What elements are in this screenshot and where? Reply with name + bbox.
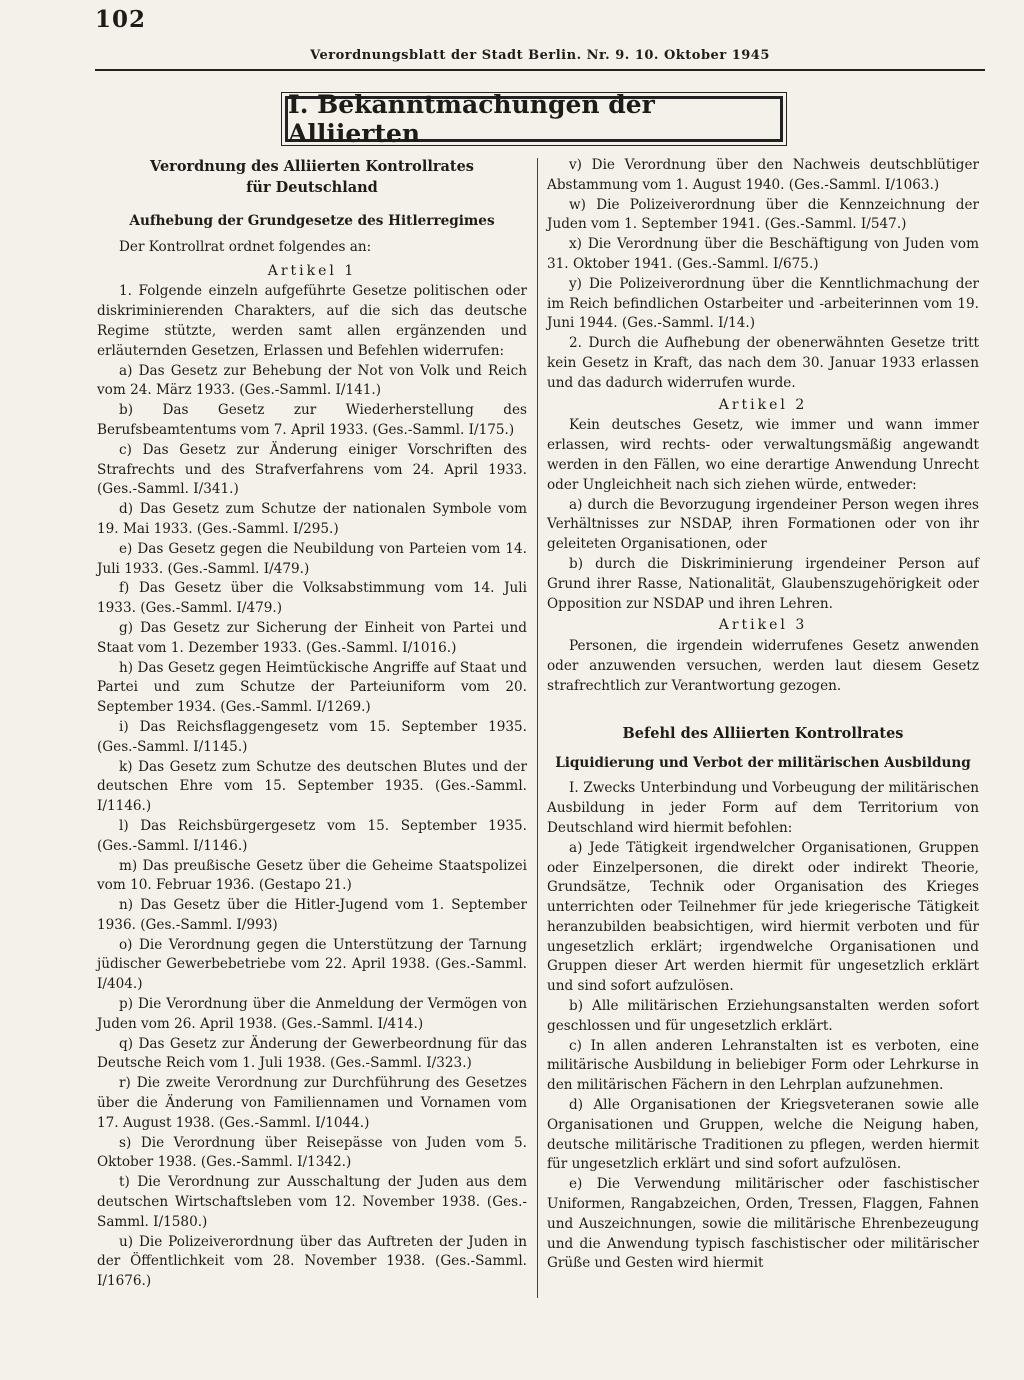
article-heading: Artikel 1 [267, 262, 357, 279]
paragraph: g) Das Gesetz zur Sicherung der Einheit von Partei und Staat vom 1. Dezember 1933. (Ges.-Samml. I/1016.) [97, 619, 527, 656]
paragraph: b) Das Gesetz zur Wiederherstellung des Berufsbeamtentums vom 7. April 1933. (Ges.-Samml. I/175.) [97, 402, 527, 438]
paragraph: r) Die zweite Verordnung zur Durchführung des Gesetzes über die Änderung von Familiennamen und Vornamen vom 17. August 1938. (Ges.-Samml. I/1044.) [97, 1075, 527, 1131]
paragraph: y) Die Polizeiverordnung über die Kenntlichmachung der im Reich befindlichen Ostarbeiter und -arbeiterinnen vom 19. Juni 1944. (Ges.-Samml. I/14.) [547, 275, 979, 332]
page-number: 102 [95, 6, 147, 33]
ordinance-title-line: für Deutschland [246, 179, 378, 196]
paragraph: 1. Folgende einzeln aufgeführte Gesetze politischen oder diskriminierenden Charakters, auf die sich das deutsche Regime stützte, werden samt allen ergänzenden und erläuternden Gesetzen, Erlassen und Befehlen widerrufen: [97, 283, 527, 359]
paragraph: i) Das Reichsflaggengesetz vom 15. September 1935. (Ges.-Samml. I/1145.) [97, 718, 527, 755]
paragraph: d) Das Gesetz zum Schutze der nationalen Symbole vom 19. Mai 1933. (Ges.-Samml. I/295.) [97, 501, 527, 537]
paragraph: a) Jede Tätigkeit irgendwelcher Organisationen, Gruppen oder Einzelpersonen, die direkt oder indirekt Theorie, Grundsätze, Technik oder Organisation des Krieges unterrichten oder Teilnehmer für jede kriegerische Tätigkeit heranzubilden beabsichtigen, wird hiermit verboten und für ungesetzlich erklärt; irgendwelche Organisationen und Gruppen dieser Art werden hiermit für ungesetzlich erklärt und sind sofort aufzulösen. [547, 839, 979, 995]
paragraph: k) Das Gesetz zum Schutze des deutschen Blutes und der deutschen Ehre vom 15. September 1935. (Ges.-Samml. I/1146.) [97, 758, 527, 815]
paragraph: f) Das Gesetz über die Volksabstimmung vom 14. Juli 1933. (Ges.-Samml. I/479.) [97, 580, 527, 617]
paragraph: h) Das Gesetz gegen Heimtückische Angriffe auf Staat und Partei und zum Schutze der Parteiuniform vom 20. September 1934. (Ges.-Samml. I/1269.) [97, 659, 527, 716]
right-column [547, 156, 979, 1274]
paragraph: w) Die Polizeiverordnung über die Kennzeichnung der Juden vom 1. September 1941. (Ges.-Samml. I/547.) [547, 196, 979, 233]
article-heading: Artikel 2 [718, 396, 808, 413]
paragraph: m) Das preußische Gesetz über die Geheime Staatspolizei vom 10. Februar 1936. (Gestapo 21.) [97, 857, 527, 894]
paragraph: b) durch die Diskriminierung irgendeiner Person auf Grund ihrer Rasse, Nationalität, Glaubenszugehörigkeit oder Opposition zur NSDAP und ihren Lehren. [547, 555, 979, 612]
paragraph: b) Alle militärischen Erziehungsanstalten werden sofort geschlossen und für ungesetzlich erklärt. [547, 998, 979, 1034]
paragraph: t) Die Verordnung zur Ausschaltung der Juden aus dem deutschen Wirtschaftsleben vom 12. November 1938. (Ges.-Samml. I/1580.) [97, 1174, 527, 1230]
spacer [547, 697, 979, 723]
order-subtitle: Liquidierung und Verbot der militärischen Ausbildung [555, 754, 971, 771]
paragraph: e) Die Verwendung militärischer oder faschistischer Uniformen, Rangabzeichen, Orden, Tressen, Flaggen, Fahnen und Auszeichnungen, sowie die militärische Ehrenbezeugung und die Anwendung typisch faschistischer oder militärischer Grüße und Gesten wird hiermit [547, 1176, 979, 1272]
paragraph: a) durch die Bevorzugung irgendeiner Person wegen ihres Verhältnisses zur NSDAP, ihren Formationen oder von ihr geleiteten Organisationen, oder [547, 496, 979, 553]
paragraph: 2. Durch die Aufhebung der obenerwähnten Gesetze tritt kein Gesetz in Kraft, das nach dem 30. Januar 1933 erlassen und das dadurch widerrufen wurde. [547, 335, 979, 391]
section-heading: I. Bekanntmachungen der Alliierten [285, 96, 783, 142]
paragraph: s) Die Verordnung über Reisepässe von Juden vom 5. Oktober 1938. (Ges.-Samml. I/1342.) [97, 1134, 527, 1171]
header-rule [95, 69, 985, 71]
paragraph: a) Das Gesetz zur Behebung der Not von Volk und Reich vom 24. März 1933. (Ges.-Samml. I/141.) [97, 362, 527, 399]
paragraph: c) In allen anderen Lehranstalten ist es verboten, eine militärische Ausbildung in beliebiger Form oder Lehrkurse in den militärischen Fächern in den Lehrplan aufzunehmen. [547, 1037, 979, 1094]
paragraph: v) Die Verordnung über den Nachweis deutschblütiger Abstammung vom 1. August 1940. (Ges.-Samml. I/1063.) [547, 157, 979, 193]
ordinance-title-line: Verordnung des Alliierten Kontrollrates [150, 158, 474, 175]
paragraph: n) Das Gesetz über die Hitler-Jugend vom 1. September 1936. (Ges.-Samml. I/993) [97, 897, 527, 933]
paragraph: Personen, die irgendein widerrufenes Gesetz anwenden oder anzuwenden versuchen, werden laut diesem Gesetz strafrechtlich zur Verantwortung gezogen. [547, 638, 979, 694]
article-heading: Artikel 3 [718, 617, 808, 634]
ordinance-title [97, 156, 527, 198]
ordinance-subtitle: Aufhebung der Grundgesetze des Hitlerregimes [129, 213, 495, 229]
paragraph: p) Die Verordnung über die Anmeldung der Vermögen von Juden vom 26. April 1938. (Ges.-Samml. I/414.) [97, 996, 527, 1032]
paragraph: c) Das Gesetz zur Änderung einiger Vorschriften des Strafrechts und des Strafverfahrens vom 24. April 1933. (Ges.-Samml. I/341.) [97, 441, 527, 498]
paragraph: u) Die Polizeiverordnung über das Auftreten der Juden in der Öffentlichkeit vom 28. November 1938. (Ges.-Samml. I/1676.) [97, 1233, 527, 1290]
order-title: Befehl des Alliierten Kontrollrates [622, 724, 904, 742]
paragraph: I. Zwecks Unterbindung und Vorbeugung der militärischen Ausbildung in jeder Form auf dem Territorium von Deutschland wird hiermit befohlen: [547, 780, 979, 836]
paragraph: o) Die Verordnung gegen die Unterstützung der Tarnung jüdischer Gewerbebetriebe vom 22. April 1938. (Ges.-Samml. I/404.) [97, 936, 527, 993]
column-divider [537, 158, 538, 1298]
paragraph: q) Das Gesetz zur Änderung der Gewerbeordnung für das Deutsche Reich vom 1. Juli 1938. (Ges.-Samml. I/323.) [97, 1035, 527, 1072]
left-column [97, 156, 527, 1292]
running-header: Verordnungsblatt der Stadt Berlin. Nr. 9. 10. Oktober 1945 [310, 48, 770, 63]
paragraph: x) Die Verordnung über die Beschäftigung von Juden vom 31. Oktober 1941. (Ges.-Samml. I/675.) [547, 236, 979, 272]
paragraph: l) Das Reichsbürgergesetz vom 15. September 1935. (Ges.-Samml. I/1146.) [97, 817, 527, 854]
paragraph: Kein deutsches Gesetz, wie immer und wann immer erlassen, wird rechts- oder verwaltungsmäßig angewandt werden in den Fällen, wo eine derartige Anwendung Unrecht oder Ungleichheit nach sich ziehen würde, entweder: [547, 417, 979, 493]
paragraph: d) Alle Organisationen der Kriegsveteranen sowie alle Organisationen und Gruppen, welche die Neigung haben, deutsche militärische Traditionen zu pflegen, werden hiermit für ungesetzlich erklärt und sind sofort aufzulösen. [547, 1097, 979, 1173]
intro-text: Der Kontrollrat ordnet folgendes an: [119, 238, 372, 255]
paragraph: e) Das Gesetz gegen die Neubildung von Parteien vom 14. Juli 1933. (Ges.-Samml. I/479.) [97, 540, 527, 577]
